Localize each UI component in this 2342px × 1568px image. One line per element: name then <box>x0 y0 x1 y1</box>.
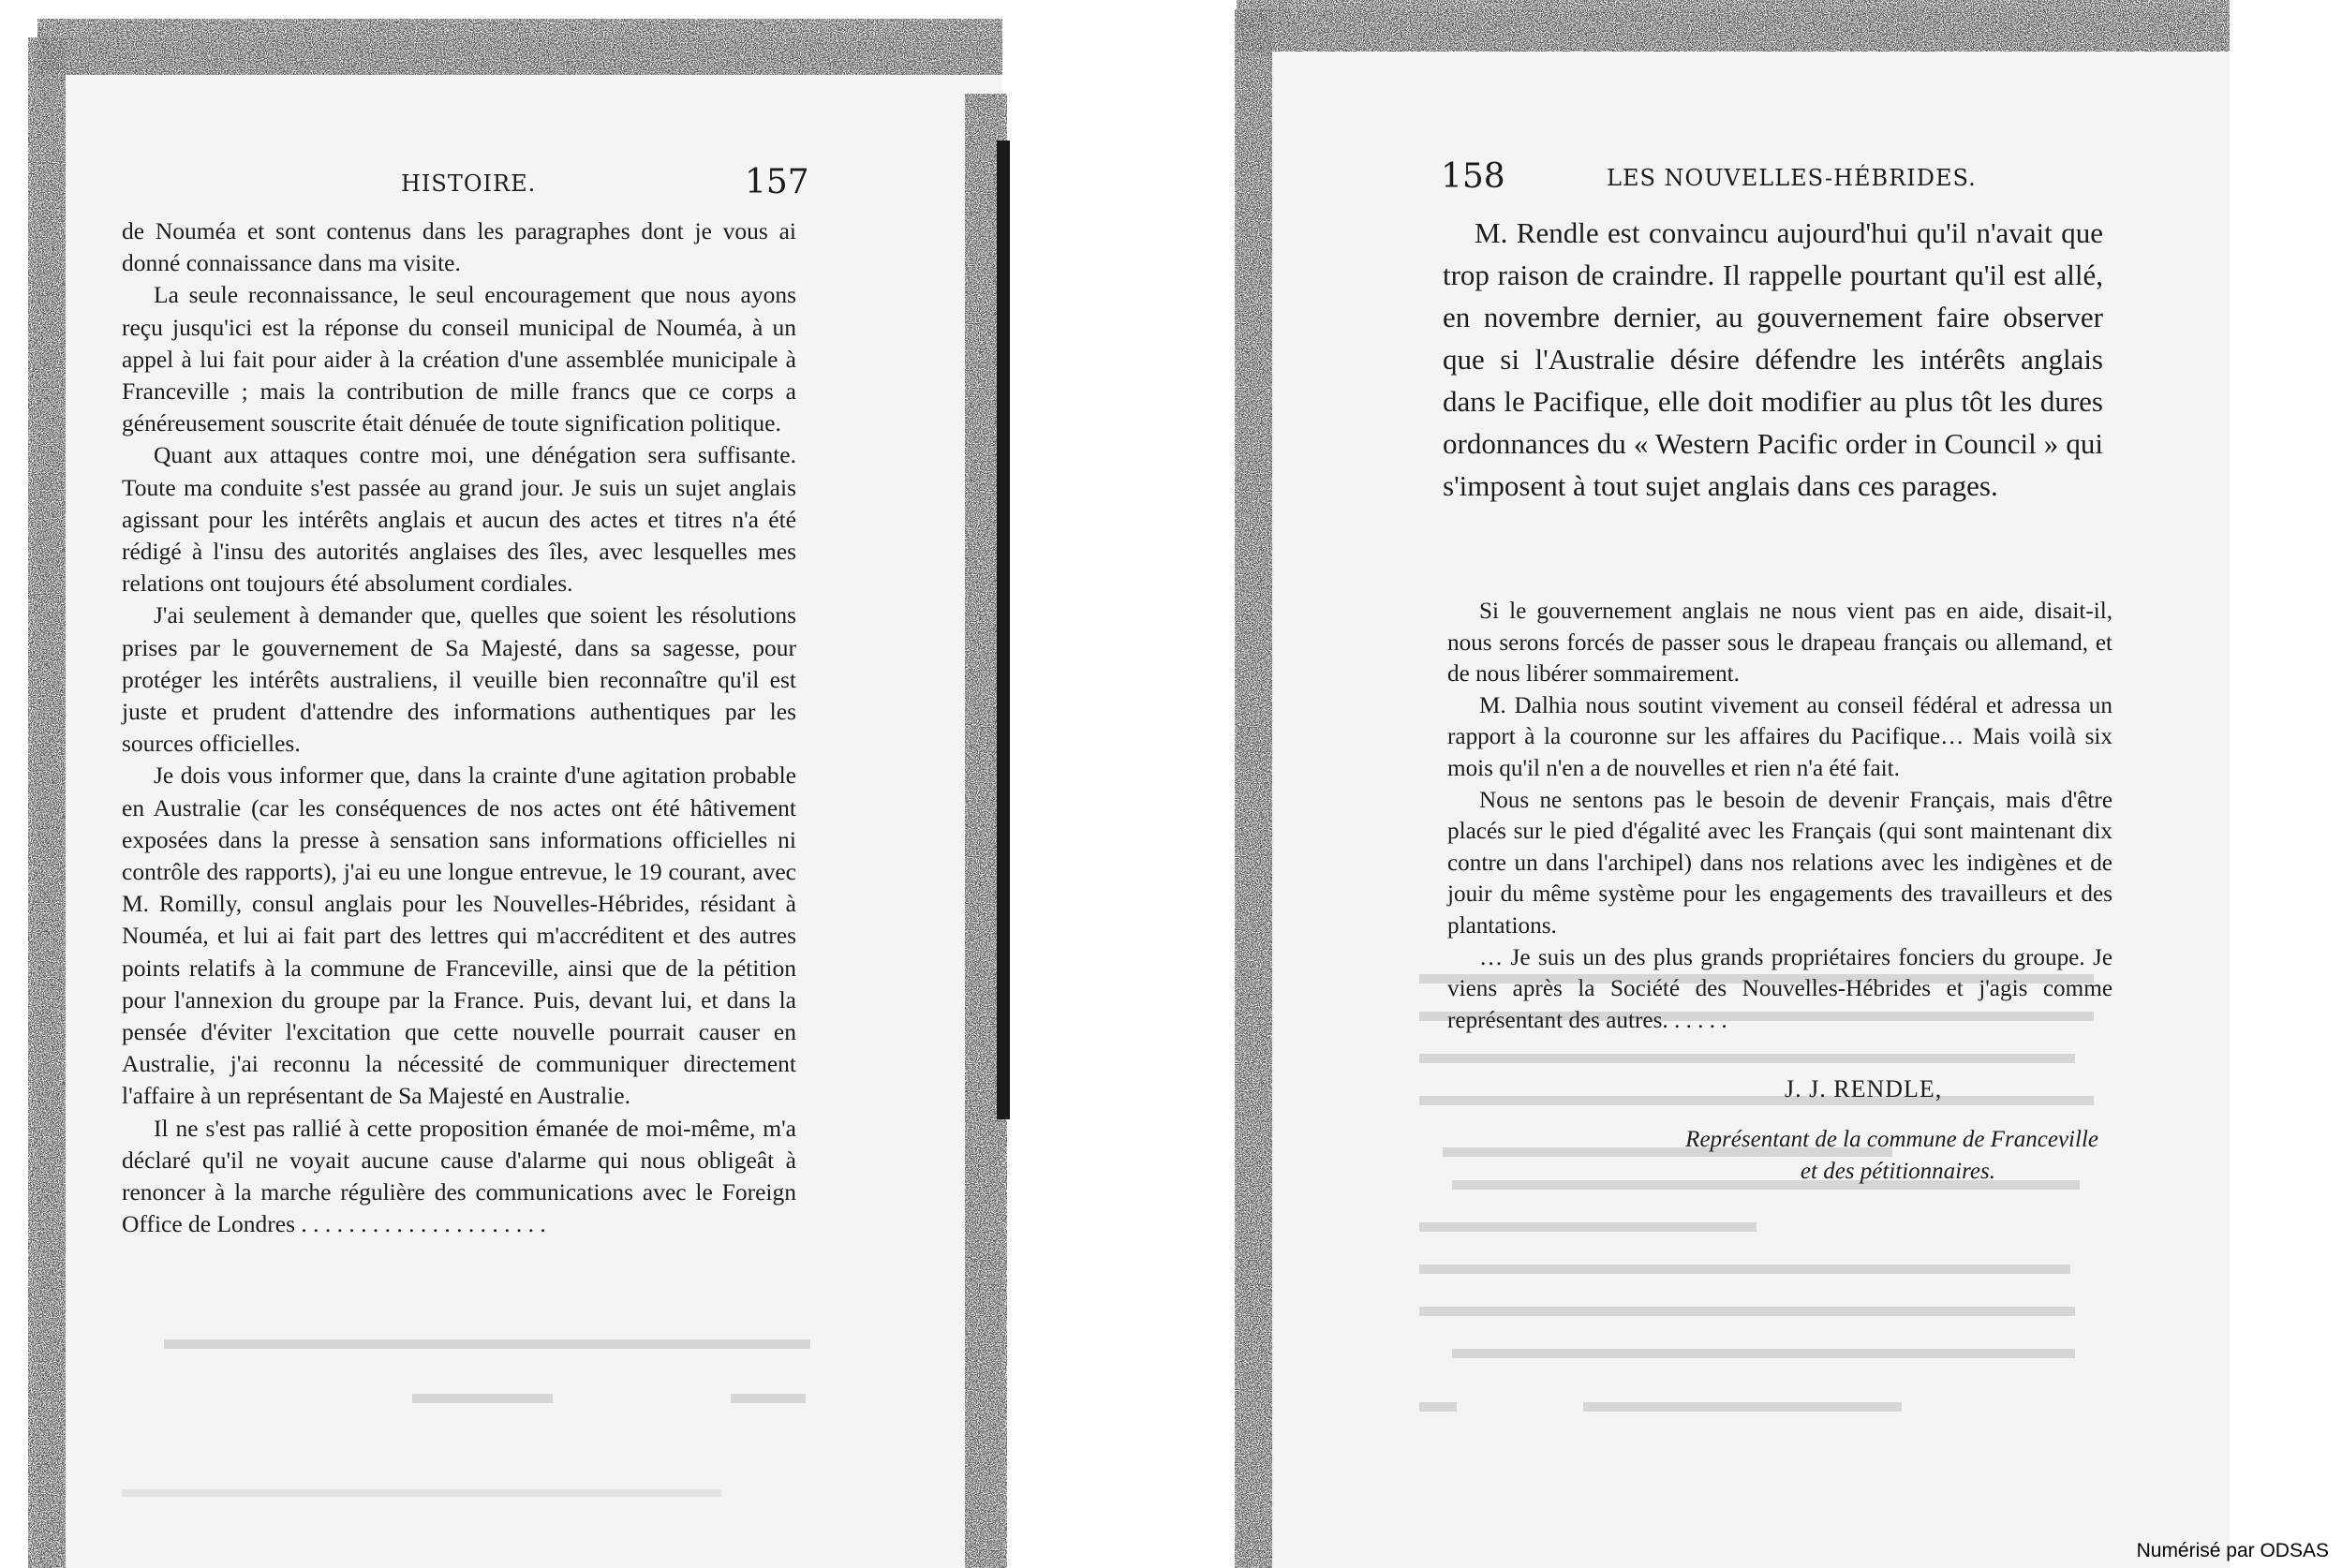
signature-role <box>1611 1124 2098 1188</box>
left-page-body <box>122 215 796 1241</box>
left-paragraph: Je dois vous informer que, dans la crainte d'une agitation probable en Australie (car les conséquences de nos actes ont été hâtivement exposées dans la presse à sensation sans informations officielles ni contrôle des rapports), j'ai eu une longue entrevue, le 19 courant, avec M. Romilly, consul anglais pour les Nouvelles-Hébrides, résidant à Nouméa, et lui ai fait part des lettres qui m'accréditent et des autres points relatifs à la commune de Franceville, ainsi que de la pétition pour l'annexion du groupe par la France. Puis, devant lui, et dans la pensée d'éviter l'excitation que cette nouvelle pourrait causer en Australie, j'ai reconnu la nécessité de communiquer directement l'affaire à un représentant de Sa Majesté en Australie. <box>122 762 796 1110</box>
right-page-left-edge <box>1235 9 1272 1568</box>
left-running-header: HISTOIRE. <box>401 170 537 197</box>
right-paragraph: … Je suis un des plus grands propriétaires fonciers du groupe. Je viens après la Société des Nouvelles-Hébrides et j'agis comme représentant des autres. . . . . . <box>1447 944 2112 1033</box>
right-running-header: LES NOUVELLES-HÉBRIDES. <box>1607 165 1977 191</box>
left-paragraph: de Nouméa et sont contenus dans les paragraphes dont je vous ai donné connaissance dans ma visite. <box>122 217 796 277</box>
right-page-number: 158 <box>1441 157 1505 196</box>
signature-role-line-2: et des pétitionnaires. <box>1800 1159 1995 1184</box>
left-page-gutter-shadow <box>997 141 1010 1119</box>
right-paragraph: M. Dalhia nous soutint vivement au conseil fédéral et adressa un rapport à la couronne sur les affaires du Pacifique… Mais voilà six mois qu'il n'en a de nouvelles et rien n'a été fait. <box>1447 692 2112 781</box>
right-paragraph: Nous ne sentons pas le besoin de devenir Français, mais d'être placés sur le pied d'égalité avec les Français (qui sont maintenant dix contre un dans l'archipel) dans nos relations avec les indigènes et de jouir du même système pour les engagements des travailleurs et des plantations. <box>1447 787 2112 939</box>
right-quoted-block <box>1447 596 2112 1036</box>
left-paragraph: Il ne s'est pas rallié à cette proposition émanée de moi-même, m'a déclaré qu'il ne voyait aucune cause d'alarme qui nous obligeât à renoncer à la marche régulière des communications avec le Foreign Office de Londres . . . . . . . . . . . . . . . . . . . . . <box>122 1114 796 1238</box>
left-paragraph: Quant aux attaques contre moi, une dénégation sera suffisante. Toute ma conduite s'est passée au grand jour. Je suis un sujet anglais agissant pour les intérêts anglais et aucun des actes et titres n'a été rédigé à l'insu des autorités anglaises des îles, avec lesquelles mes relations ont toujours été absolument cordiales. <box>122 441 796 598</box>
left-paragraph: J'ai seulement à demander que, quelles que soient les résolutions prises par le gouvernement de Sa Majesté, dans sa sagesse, pour protéger les intérêts australiens, il veuille bien reconnaître qu'il est juste et prudent d'attendre des informations authentiques par les sources officielles. <box>122 601 796 758</box>
right-page-top-edge <box>1237 0 2230 52</box>
right-large-paragraph-block <box>1443 212 2103 507</box>
left-paragraph: La seule reconnaissance, le seul encouragement que nous ayons reçu jusqu'ici est la réponse du conseil municipal de Nouméa, à un appel à lui fait pour aider à la création d'une assemblée municipale à Franceville ; mais la contribution de mille francs que ce corps a généreusement souscrite était dénuée de toute signification politique. <box>122 281 796 437</box>
digitization-credit: Numérisé par ODSAS <box>2136 1540 2329 1561</box>
right-paragraph: Si le gouvernement anglais ne nous vient pas en aide, disait-il, nous serons forcés de passer sous le drapeau français ou allemand, et de nous libérer sommairement. <box>1447 599 2112 688</box>
signature-name: J. J. RENDLE, <box>1785 1075 1943 1102</box>
right-large-paragraph: M. Rendle est convaincu aujourd'hui qu'il n'avait que trop raison de craindre. Il rappelle pourtant qu'il est allé, en novembre dernier, au gouvernement faire observer que si l'Australie désire défendre les intérêts anglais dans le Pacifique, elle doit modifier au plus tôt les dures ordonnances du « Western Pacific order in Council » qui s'imposent à tout sujet anglais dans ces parages. <box>1443 216 2103 502</box>
left-page-number: 157 <box>745 163 809 201</box>
left-page-top-edge <box>37 19 1002 75</box>
signature-role-line-1: Représentant de la commune de Franceville <box>1685 1127 2098 1152</box>
left-page-left-edge <box>28 37 66 1568</box>
